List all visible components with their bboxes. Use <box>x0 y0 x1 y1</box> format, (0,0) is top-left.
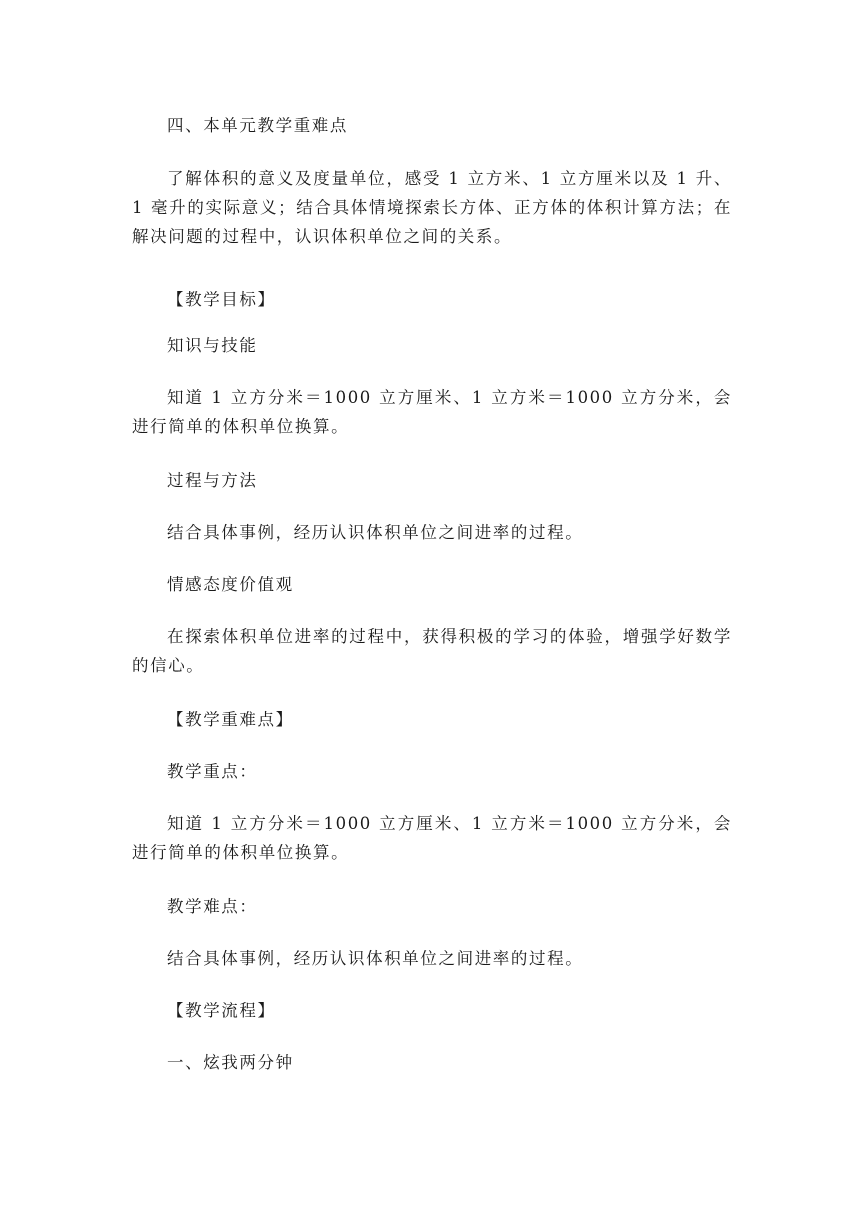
paragraph-knowledge-skills: 知道 1 立方分米＝1000 立方厘米、1 立方米＝1000 立方分米，会进行简单的体积单位换算。 <box>132 388 732 436</box>
paragraph-process-method: 结合具体事例，经历认识体积单位之间进率的过程。 <box>167 523 584 542</box>
section-heading-key-difficulties: 四、本单元教学重难点 <box>167 116 348 135</box>
paragraph-teaching-difficulty: 结合具体事例，经历认识体积单位之间进率的过程。 <box>167 949 584 968</box>
subheading-knowledge-skills: 知识与技能 <box>167 336 258 355</box>
subheading-process-method: 过程与方法 <box>167 471 258 490</box>
subheading-attitude-values: 情感态度价值观 <box>167 575 294 594</box>
subheading-two-minutes: 一、炫我两分钟 <box>167 1053 294 1072</box>
subheading-teaching-difficulty: 教学难点： <box>167 897 258 916</box>
paragraph-teaching-focus: 知道 1 立方分米＝1000 立方厘米、1 立方米＝1000 立方分米，会进行简单的体积单位换算。 <box>132 814 732 862</box>
paragraph-unit-overview: 了解体积的意义及度量单位，感受 1 立方米、1 立方厘米以及 1 升、1 毫升的实际意义；结合具体情境探索长方体、正方体的体积计算方法；在解决问题的过程中，认识体积单位之间的关系。 <box>132 169 732 246</box>
subheading-teaching-focus: 教学重点： <box>167 762 258 781</box>
heading-teaching-goals: 【教学目标】 <box>167 290 276 309</box>
heading-teaching-process: 【教学流程】 <box>167 1001 276 1020</box>
paragraph-attitude-values: 在探索体积单位进率的过程中，获得积极的学习的体验，增强学好数学的信心。 <box>132 627 732 675</box>
heading-key-difficulties: 【教学重难点】 <box>167 710 294 729</box>
